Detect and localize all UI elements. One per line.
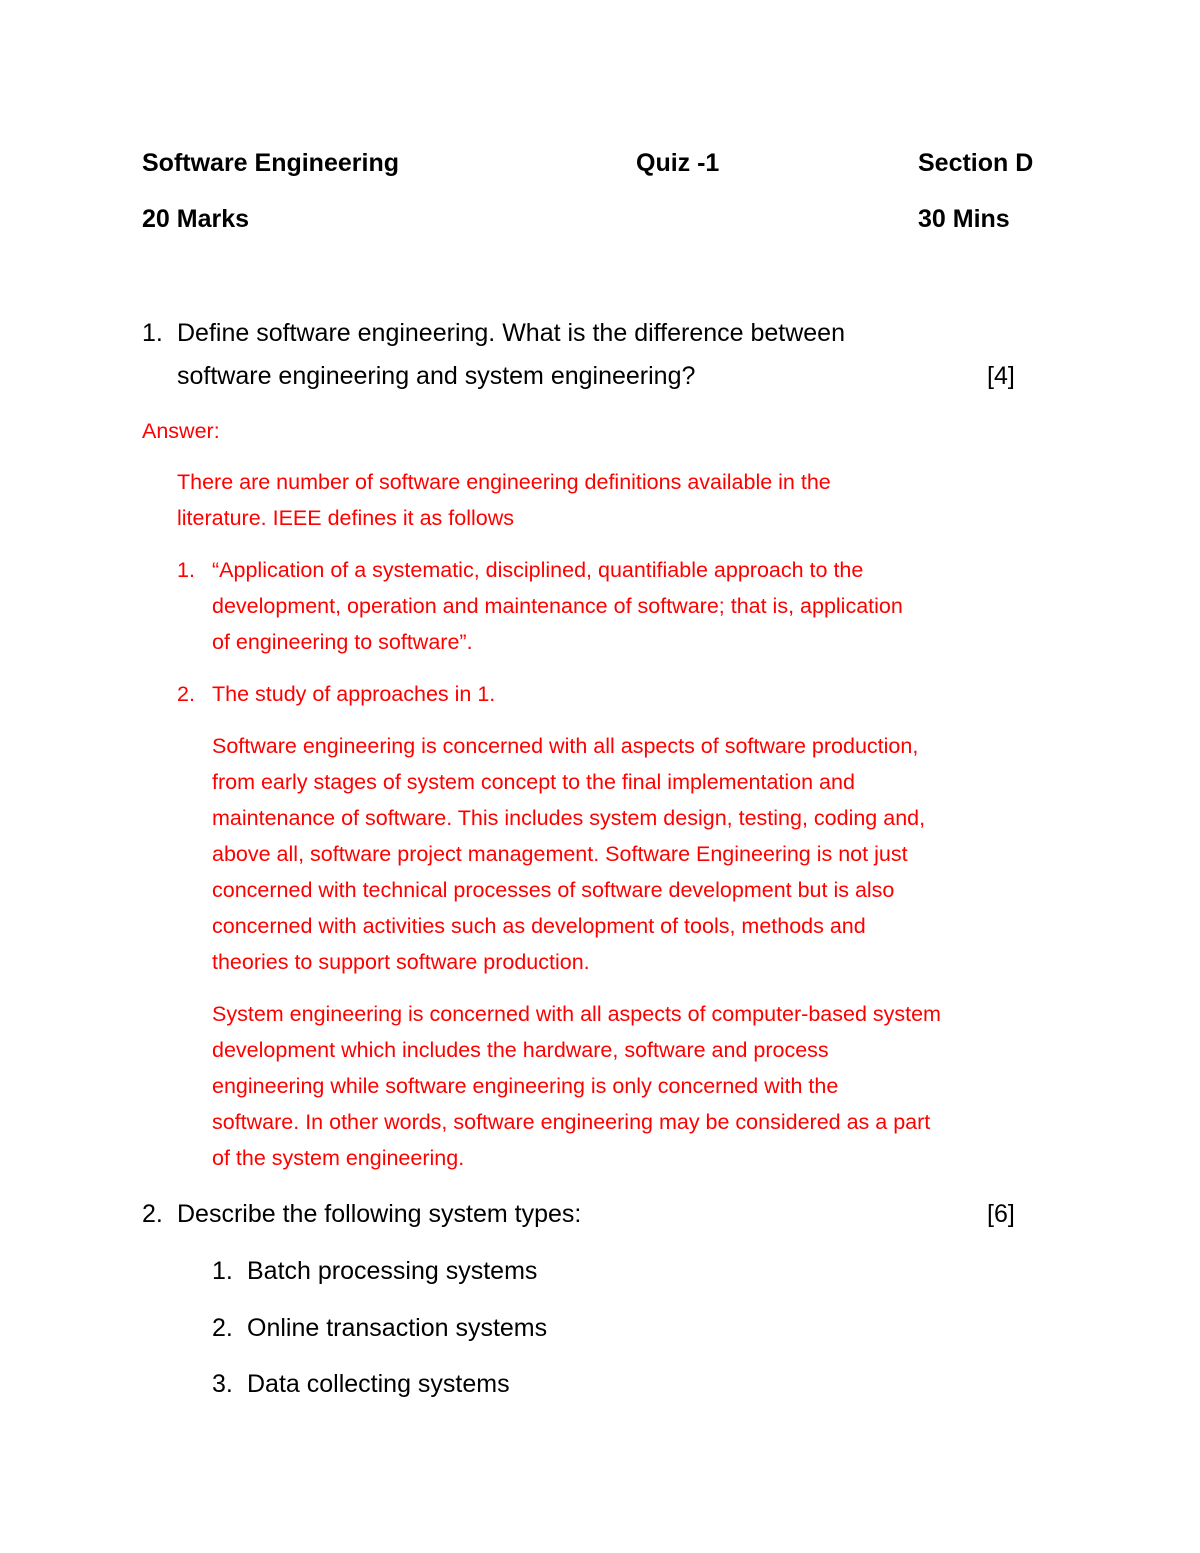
duration: 30 Mins: [918, 205, 1010, 233]
answer-intro: [177, 464, 831, 536]
question-1-number: 1.: [142, 319, 163, 347]
definition-line: of engineering to software”.: [212, 630, 473, 654]
paragraph-line: concerned with activities such as development of tools, methods and: [212, 914, 866, 938]
paragraph-line: Software engineering is concerned with all aspects of software production,: [212, 734, 919, 758]
question-1-line-2: software engineering and system engineering?: [177, 362, 696, 390]
paragraph-line: of the system engineering.: [212, 1146, 465, 1170]
system-engineering-paragraph: [212, 996, 941, 1176]
answer-intro-line: literature. IEEE defines it as follows: [177, 506, 514, 530]
definition-2: [212, 676, 495, 712]
definition-line: development, operation and maintenance of software; that is, application: [212, 594, 903, 618]
system-type-3-number: 3.: [212, 1370, 233, 1398]
definition-1: [212, 552, 903, 660]
course-title: Software Engineering: [142, 149, 399, 177]
quiz-label: Quiz -1: [636, 149, 720, 177]
paragraph-line: concerned with technical processes of software development but is also: [212, 878, 895, 902]
section-label: Section D: [918, 149, 1034, 177]
paragraph-line: theories to support software production.: [212, 950, 590, 974]
answer-label: Answer:: [142, 419, 220, 443]
question-1-line-1: Define software engineering. What is the difference between: [177, 319, 845, 347]
paragraph-line: engineering while software engineering is only concerned with the: [212, 1074, 839, 1098]
system-type-3: Data collecting systems: [247, 1370, 510, 1398]
system-type-1-number: 1.: [212, 1257, 233, 1285]
software-engineering-paragraph: [212, 728, 925, 980]
question-1-marks: [4]: [987, 362, 1015, 390]
definition-line: The study of approaches in 1.: [212, 682, 496, 706]
total-marks: 20 Marks: [142, 205, 250, 233]
question-2-marks: [6]: [987, 1200, 1015, 1228]
answer-intro-line: There are number of software engineering definitions available in the: [177, 470, 831, 494]
paragraph-line: development which includes the hardware, software and process: [212, 1038, 829, 1062]
question-2-text: Describe the following system types:: [177, 1200, 582, 1228]
paragraph-line: System engineering is concerned with all aspects of computer-based system: [212, 1002, 941, 1026]
paragraph-line: software. In other words, software engineering may be considered as a part: [212, 1110, 931, 1134]
definition-1-number: 1.: [177, 558, 195, 582]
definition-2-number: 2.: [177, 682, 195, 706]
system-type-1: Batch processing systems: [247, 1257, 538, 1285]
system-type-2: Online transaction systems: [247, 1314, 548, 1342]
system-type-2-number: 2.: [212, 1314, 233, 1342]
paragraph-line: from early stages of system concept to the final implementation and: [212, 770, 855, 794]
paragraph-line: above all, software project management. Software Engineering is not just: [212, 842, 908, 866]
paragraph-line: maintenance of software. This includes system design, testing, coding and,: [212, 806, 926, 830]
definition-line: “Application of a systematic, disciplined, quantifiable approach to the: [212, 558, 864, 582]
question-2-number: 2.: [142, 1200, 163, 1228]
